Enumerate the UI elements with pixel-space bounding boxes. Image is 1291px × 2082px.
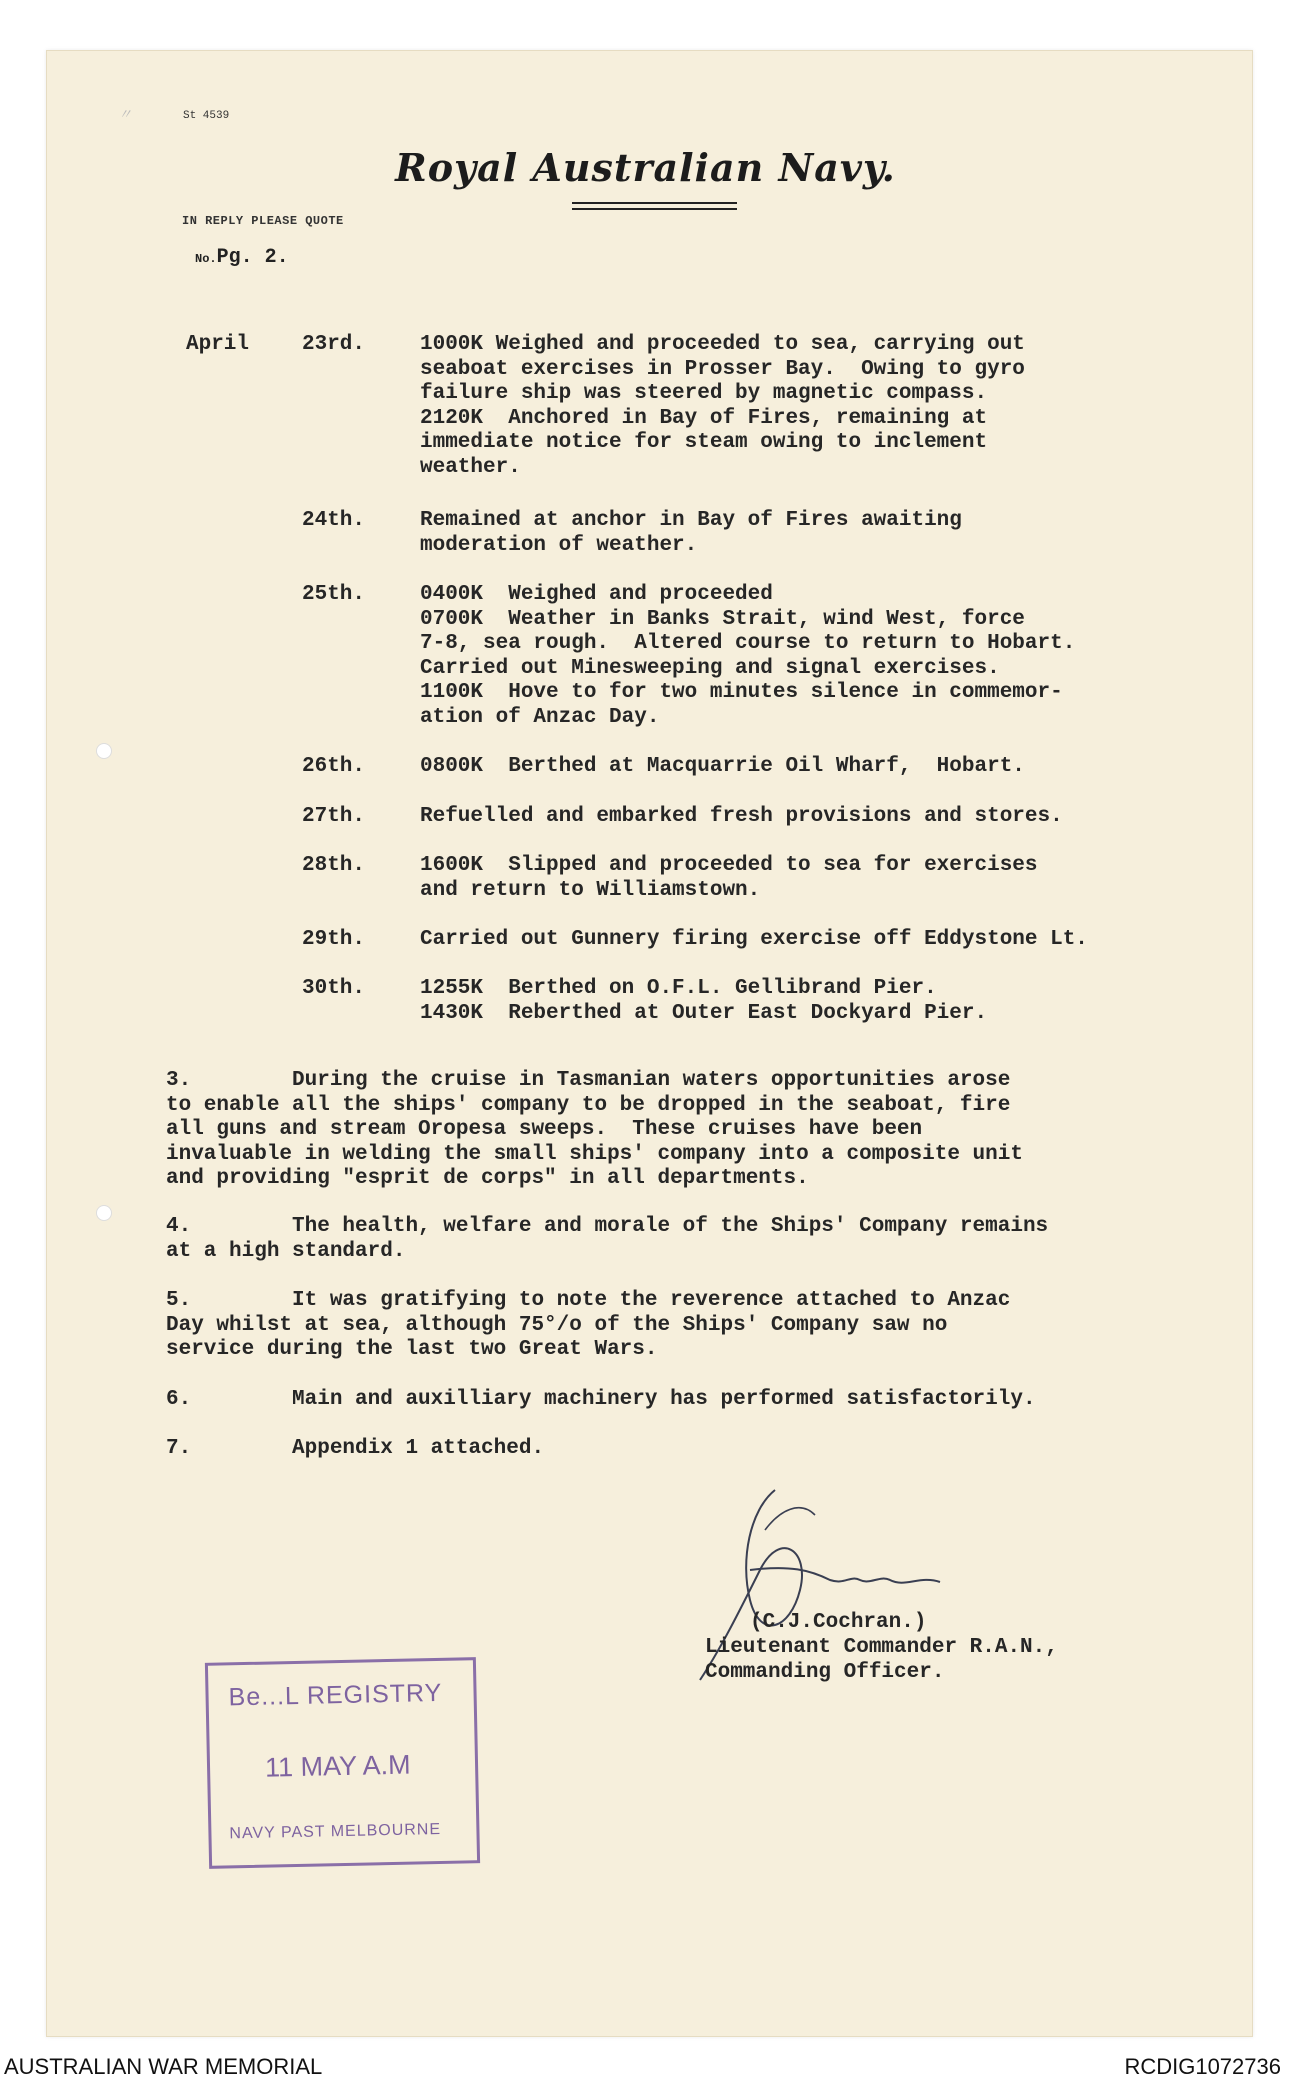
log-entry-line: and return to Williamstown. [420,878,761,902]
log-entry-line: moderation of weather. [420,533,698,557]
letterhead-title: Royal Australian Navy. [395,145,896,190]
log-entry-line: ation of Anzac Day. [420,705,660,729]
punch-hole [96,1205,112,1221]
log-day: 29th. [302,928,366,951]
archive-id: RCDIG1072736 [1124,2054,1281,2079]
log-entry-line: Carried out Minesweeping and signal exercises. [420,656,1000,680]
log-entry-line: 7-8, sea rough. Altered course to return to Hobart. [420,632,1076,655]
reference-number: No.Pg. 2. [195,246,289,269]
log-entry-line: immediate notice for steam owing to inclement [420,431,988,454]
log-day: 26th. [302,755,366,778]
log-month: April [186,333,250,356]
paragraph-line: 5. It was gratifying to note the reverence attached to Anzac [166,1289,1011,1312]
paragraph-line: 3. During the cruise in Tasmanian waters opportunities arose [166,1069,1011,1092]
stamp-line-location: NAVY PAST MELBOURNE [229,1820,442,1843]
signatory-rank: Lieutenant Commander R.A.N., [705,1636,1058,1659]
archive-credit: AUSTRALIAN WAR MEMORIAL [4,2054,323,2079]
log-entry-line: 1255K Berthed on O.F.L. Gellibrand Pier. [420,977,937,1000]
paragraph-line: Day whilst at sea, although 75°/o of the Ships' Company saw no [166,1313,948,1337]
log-entry-line: 2120K Anchored in Bay of Fires, remaining at [420,406,988,430]
title-underline [572,208,737,210]
log-entry-line: weather. [420,455,521,479]
log-entry-line: failure ship was steered by magnetic compass. [420,382,988,405]
log-entry-line: seaboat exercises in Prosser Bay. Owing to gyro [420,357,1025,381]
paragraph-line: invaluable in welding the small ships' company into a composite unit [166,1142,1023,1166]
paragraph-line: at a high standard. [166,1239,406,1263]
log-entry-line: 1100K Hove to for two minutes silence in commemor- [420,681,1063,704]
paragraph-line: 7. Appendix 1 attached. [166,1437,545,1460]
title-underline [572,202,737,204]
signatory-name: (C.J.Cochran.) [750,1611,927,1634]
stamp-line-registry: Be...L REGISTRY [228,1678,443,1712]
paragraph-line: 6. Main and auxilliary machinery has performed satisfactorily. [166,1388,1036,1411]
signatory-role: Commanding Officer. [705,1661,945,1684]
log-day: 25th. [302,583,366,606]
log-entry-line: 1430K Reberthed at Outer East Dockyard Pier. [420,1001,988,1025]
log-entry-line: 0400K Weighed and proceeded [420,583,773,606]
log-entry-line: 0700K Weather in Banks Strait, wind West, force [420,607,1025,631]
log-entry-line: 1600K Slipped and proceeded to sea for exercises [420,854,1038,877]
log-entry-line: 1000K Weighed and proceeded to sea, carrying out [420,333,1025,356]
form-number: St 4539 [183,110,230,122]
log-day: 23rd. [302,333,366,356]
log-entry-line: 0800K Berthed at Macquarrie Oil Wharf, Hobart. [420,755,1025,778]
pencil-mark: 〃 [118,108,132,124]
log-day: 30th. [302,977,366,1000]
registry-stamp [205,1657,480,1869]
log-day: 27th. [302,805,366,828]
paragraph-line: to enable all the ships' company to be dropped in the seaboat, fire [166,1093,1011,1117]
stamp-line-date: 11 MAY A.M [264,1749,411,1783]
log-entry-line: Remained at anchor in Bay of Fires awaiting [420,509,962,532]
paragraph-line: all guns and stream Oropesa sweeps. These cruises have been [166,1118,923,1141]
paragraph-line: service during the last two Great Wars. [166,1338,658,1361]
paragraph-line: and providing "esprit de corps" in all departments. [166,1167,809,1190]
log-entry-line: Carried out Gunnery firing exercise off Eddystone Lt. [420,928,1088,951]
log-day: 24th. [302,509,366,532]
reply-label: IN REPLY PLEASE QUOTE [182,214,344,228]
paragraph-line: 4. The health, welfare and morale of the Ships' Company remains [166,1215,1049,1238]
log-entry-line: Refuelled and embarked fresh provisions and stores. [420,805,1063,828]
punch-hole [96,743,112,759]
log-day: 28th. [302,854,366,877]
